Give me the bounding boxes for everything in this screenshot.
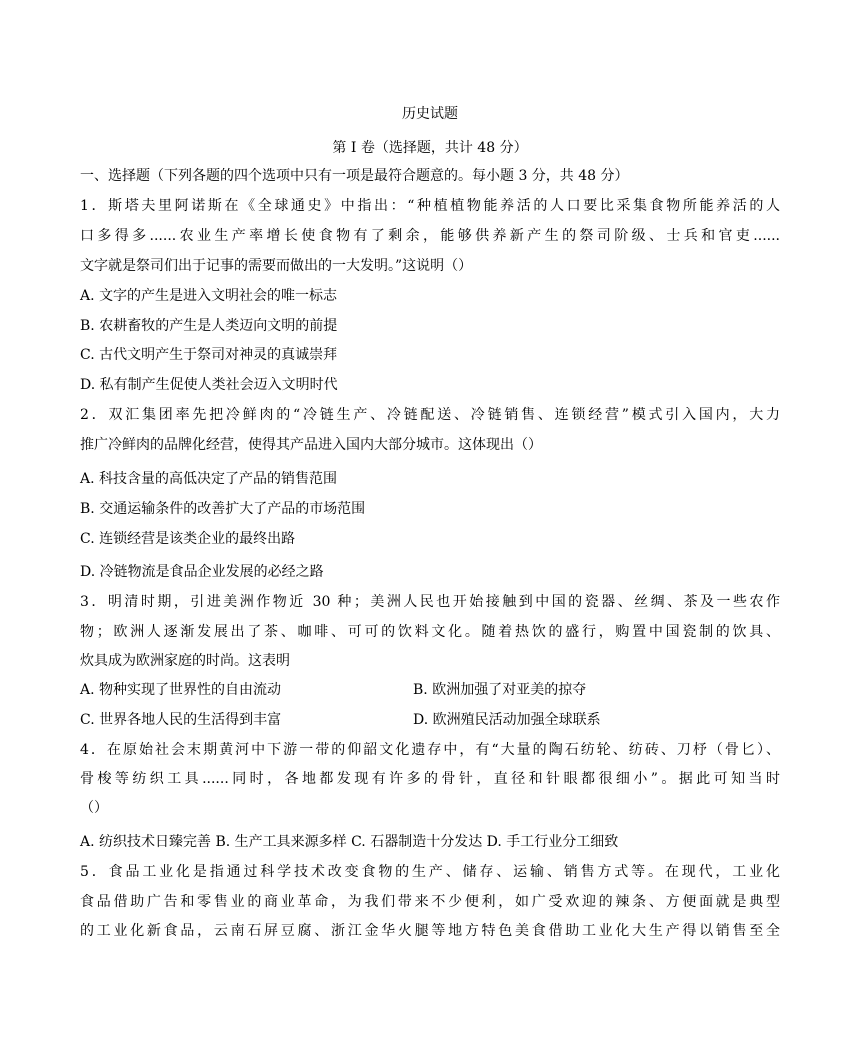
question-3-option-d[interactable]: D. 欧洲殖民活动加强全球联系 (413, 712, 601, 728)
question-1-line-2: 口多得多......农业生产率增长使食物有了剩余，能够供养新产生的祭司阶级、士兵和官吏...... (80, 228, 780, 244)
question-2-line-2: 推广冷鲜肉的品牌化经营，使得其产品进入国内大部分城市。这体现出（） (80, 437, 542, 453)
question-1-line-1: 1．斯塔夫里阿诺斯在《全球通史》中指出：“种植植物能养活的人口要比采集食物所能养活的人 (80, 198, 780, 214)
question-3-line-2: 物；欧洲人逐渐发展出了茶、咖啡、可可的饮料文化。随着热饮的盛行，购置中国瓷制的饮具、 (80, 624, 780, 640)
question-1-option-c[interactable]: C. 古代文明产生于祭司对神灵的真诚崇拜 (80, 347, 338, 363)
question-4-line-2: 骨梭等纺织工具......同时，各地都发现有许多的骨针，直径和针眼都很细小”。据此可知当时 (80, 771, 780, 787)
question-4-options[interactable]: A. 纺织技术日臻完善 B. 生产工具来源多样 C. 石器制造十分发达 D. 手工行业分工细致 (80, 834, 619, 850)
question-1-line-3: 文字就是祭司们出于记事的需要而做出的一大发明。”这说明（） (80, 258, 473, 274)
question-3-option-c[interactable]: C. 世界各地人民的生活得到丰富 (80, 712, 282, 728)
page-title: 历史试题 (402, 106, 458, 122)
question-5-line-1: 5．食品工业化是指通过科学技术改变食物的生产、储存、运输、销售方式等。在现代，工业化 (80, 864, 780, 880)
question-2-option-d[interactable]: D. 冷链物流是食品企业发展的必经之路 (80, 564, 324, 580)
question-3-option-a[interactable]: A. 物种实现了世界性的自由流动 (80, 682, 282, 698)
question-3-line-3: 炊具成为欧洲家庭的时尚。这表明 (80, 653, 290, 669)
question-3-option-b[interactable]: B. 欧洲加强了对亚美的掠夺 (413, 682, 587, 698)
question-2-option-c[interactable]: C. 连锁经营是该类企业的最终出路 (80, 531, 296, 547)
section-header: 一、选择题（下列各题的四个选项中只有一项是最符合题意的。每小题 3 分，共 48 分） (80, 168, 629, 184)
question-4-line-3: （） (80, 800, 108, 816)
question-1-option-a[interactable]: A. 文字的产生是进入文明社会的唯一标志 (80, 288, 338, 304)
question-5-line-2: 食品借助广告和零售业的商业革命，为我们带来不少便利，如广受欢迎的辣条、方便面就是典型 (80, 894, 780, 910)
question-2-line-1: 2．双汇集团率先把冷鲜肉的“冷链生产、冷链配送、冷链销售、连锁经营”模式引入国内，大力 (80, 407, 780, 423)
question-2-option-b[interactable]: B. 交通运输条件的改善扩大了产品的市场范围 (80, 501, 366, 517)
section-subtitle: 第 I 卷（选择题，共计 48 分） (332, 140, 528, 156)
question-2-option-a[interactable]: A. 科技含量的高低决定了产品的销售范围 (80, 471, 338, 487)
question-5-line-3: 的工业化新食品，云南石屏豆腐、浙江金华火腿等地方特色美食借助工业化大生产得以销售至全 (80, 923, 780, 939)
question-4-line-1: 4．在原始社会末期黄河中下游一带的仰韶文化遗存中，有“大量的陶石纺轮、纺砖、刀杼（骨匕）、 (80, 742, 780, 758)
question-1-option-b[interactable]: B. 农耕畜牧的产生是人类迈向文明的前提 (80, 318, 338, 334)
question-1-option-d[interactable]: D. 私有制产生促使人类社会迈入文明时代 (80, 377, 338, 393)
question-3-line-1: 3．明清时期，引进美洲作物近 30 种；美洲人民也开始接触到中国的瓷器、丝绸、茶及一些农作 (80, 594, 780, 610)
